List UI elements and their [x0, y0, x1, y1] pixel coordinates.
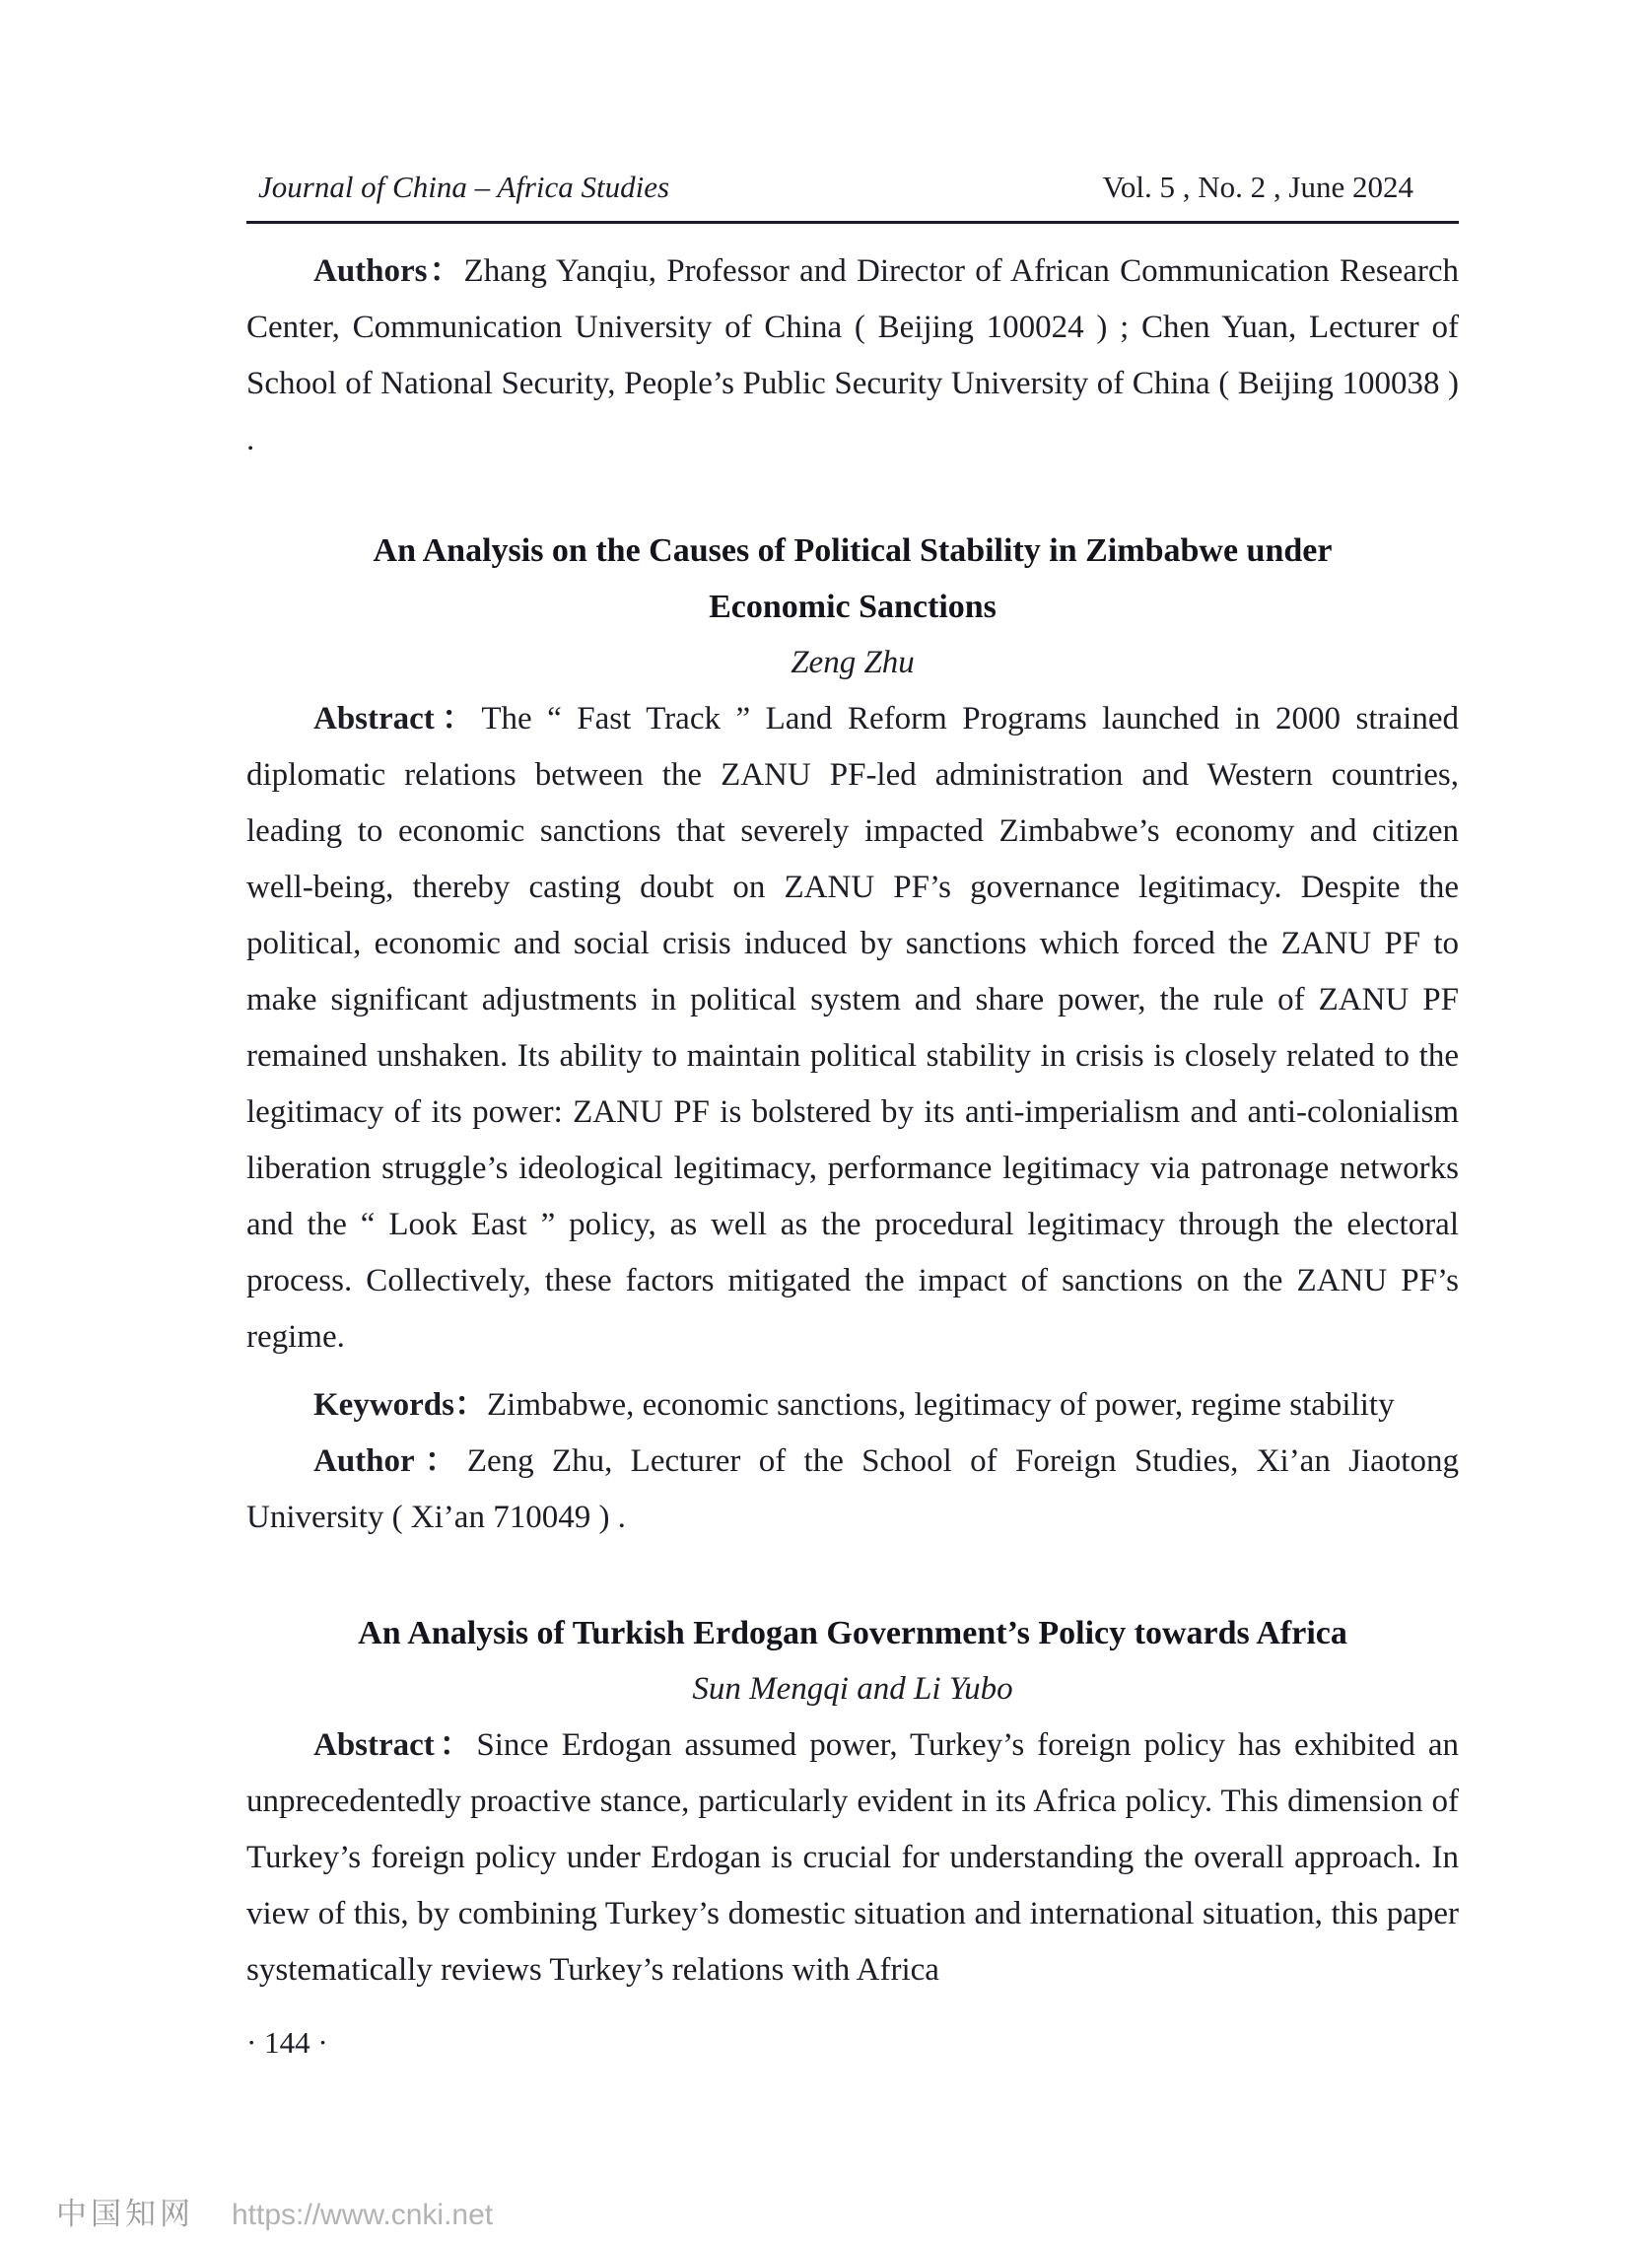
cnki-url: https://www.cnki.net — [232, 2199, 494, 2231]
article1-byline: Zeng Zhu — [791, 645, 915, 680]
article1-author-text: Zeng Zhu, Lecturer of the School of Foreign Studies, Xi’an Jiaotong University ( Xi’an 710049 ) . — [246, 1443, 1459, 1535]
authors-note-label: Authors： — [313, 253, 464, 289]
journal-title: Journal of China – Africa Studies — [258, 170, 670, 204]
article1-abstract-label: Abstract： — [313, 701, 482, 736]
article1-keywords-label: Keywords： — [313, 1387, 487, 1423]
authors-note — [246, 244, 1459, 468]
article2-abstract — [246, 1717, 1459, 1998]
article1-author-line — [246, 1434, 1459, 1546]
cnki-logo-text: 中国知网 — [56, 2197, 194, 2231]
page-number: · 144 · — [246, 2025, 328, 2060]
article2-abstract-label: Abstract： — [313, 1727, 477, 1763]
issue-info: Vol. 5 , No. 2 , June 2024 — [1102, 170, 1413, 204]
article2-title-line1: An Analysis of Turkish Erdogan Government’s Policy towards Africa — [358, 1615, 1347, 1651]
footer-watermark — [56, 2189, 493, 2233]
page-content — [246, 168, 1459, 2070]
article1-keywords-text: Zimbabwe, economic sanctions, legitimacy of power, regime stability — [487, 1387, 1395, 1423]
article1-title — [246, 523, 1459, 635]
article1-abstract-text: The “ Fast Track ” Land Reform Programs launched in 2000 strained diplomatic relations between the ZANU PF-led administration and Western countries, leading to economic sanctions that severely impacted Zimbabwe’s economy and citizen well-being, thereby casting doubt on ZANU PF’s governance legitimacy. Despite the political, economic and social crisis induced by sanctions which forced the ZANU PF to make significant adjustments in political system and share power, the rule of ZANU PF remained unshaken. Its ability to maintain political stability in crisis is closely related to the legitimacy of its power: ZANU PF is bolstered by its anti-imperialism and anti-colonialism liberation struggle’s ideological legitimacy, performance legitimacy via patronage networks and the “ Look East ” policy, as well as the procedural legitimacy through the electoral process. Collectively, these factors mitigated the impact of sanctions on the ZANU PF’s regime. — [246, 701, 1459, 1355]
article1-abstract — [246, 691, 1459, 1366]
page-header — [246, 168, 1459, 224]
article1-author-label: Author： — [313, 1443, 467, 1479]
article2-byline: Sun Mengqi and Li Yubo — [692, 1671, 1013, 1707]
article1-title-line2: Economic Sanctions — [709, 589, 997, 625]
authors-note-text: Zhang Yanqiu, Professor and Director of African Communication Research Center, Communication University of China ( Beijing 100024 ) ; Chen Yuan, Lecturer of School of National Security, People’s Public Security University of China ( Beijing 100038 ) . — [246, 253, 1459, 457]
article2-title — [246, 1605, 1459, 1661]
article1-keywords — [246, 1377, 1459, 1434]
article1-title-line1: An Analysis on the Causes of Political Stability in Zimbabwe under — [373, 532, 1333, 569]
article2-abstract-text: Since Erdogan assumed power, Turkey’s foreign policy has exhibited an unprecedentedly proactive stance, particularly evident in its Africa policy. This dimension of Turkey’s foreign policy under Erdogan is crucial for understanding the overall approach. In view of this, by combining Turkey’s domestic situation and international situation, this paper systematically reviews Turkey’s relations with Africa — [246, 1727, 1459, 1988]
